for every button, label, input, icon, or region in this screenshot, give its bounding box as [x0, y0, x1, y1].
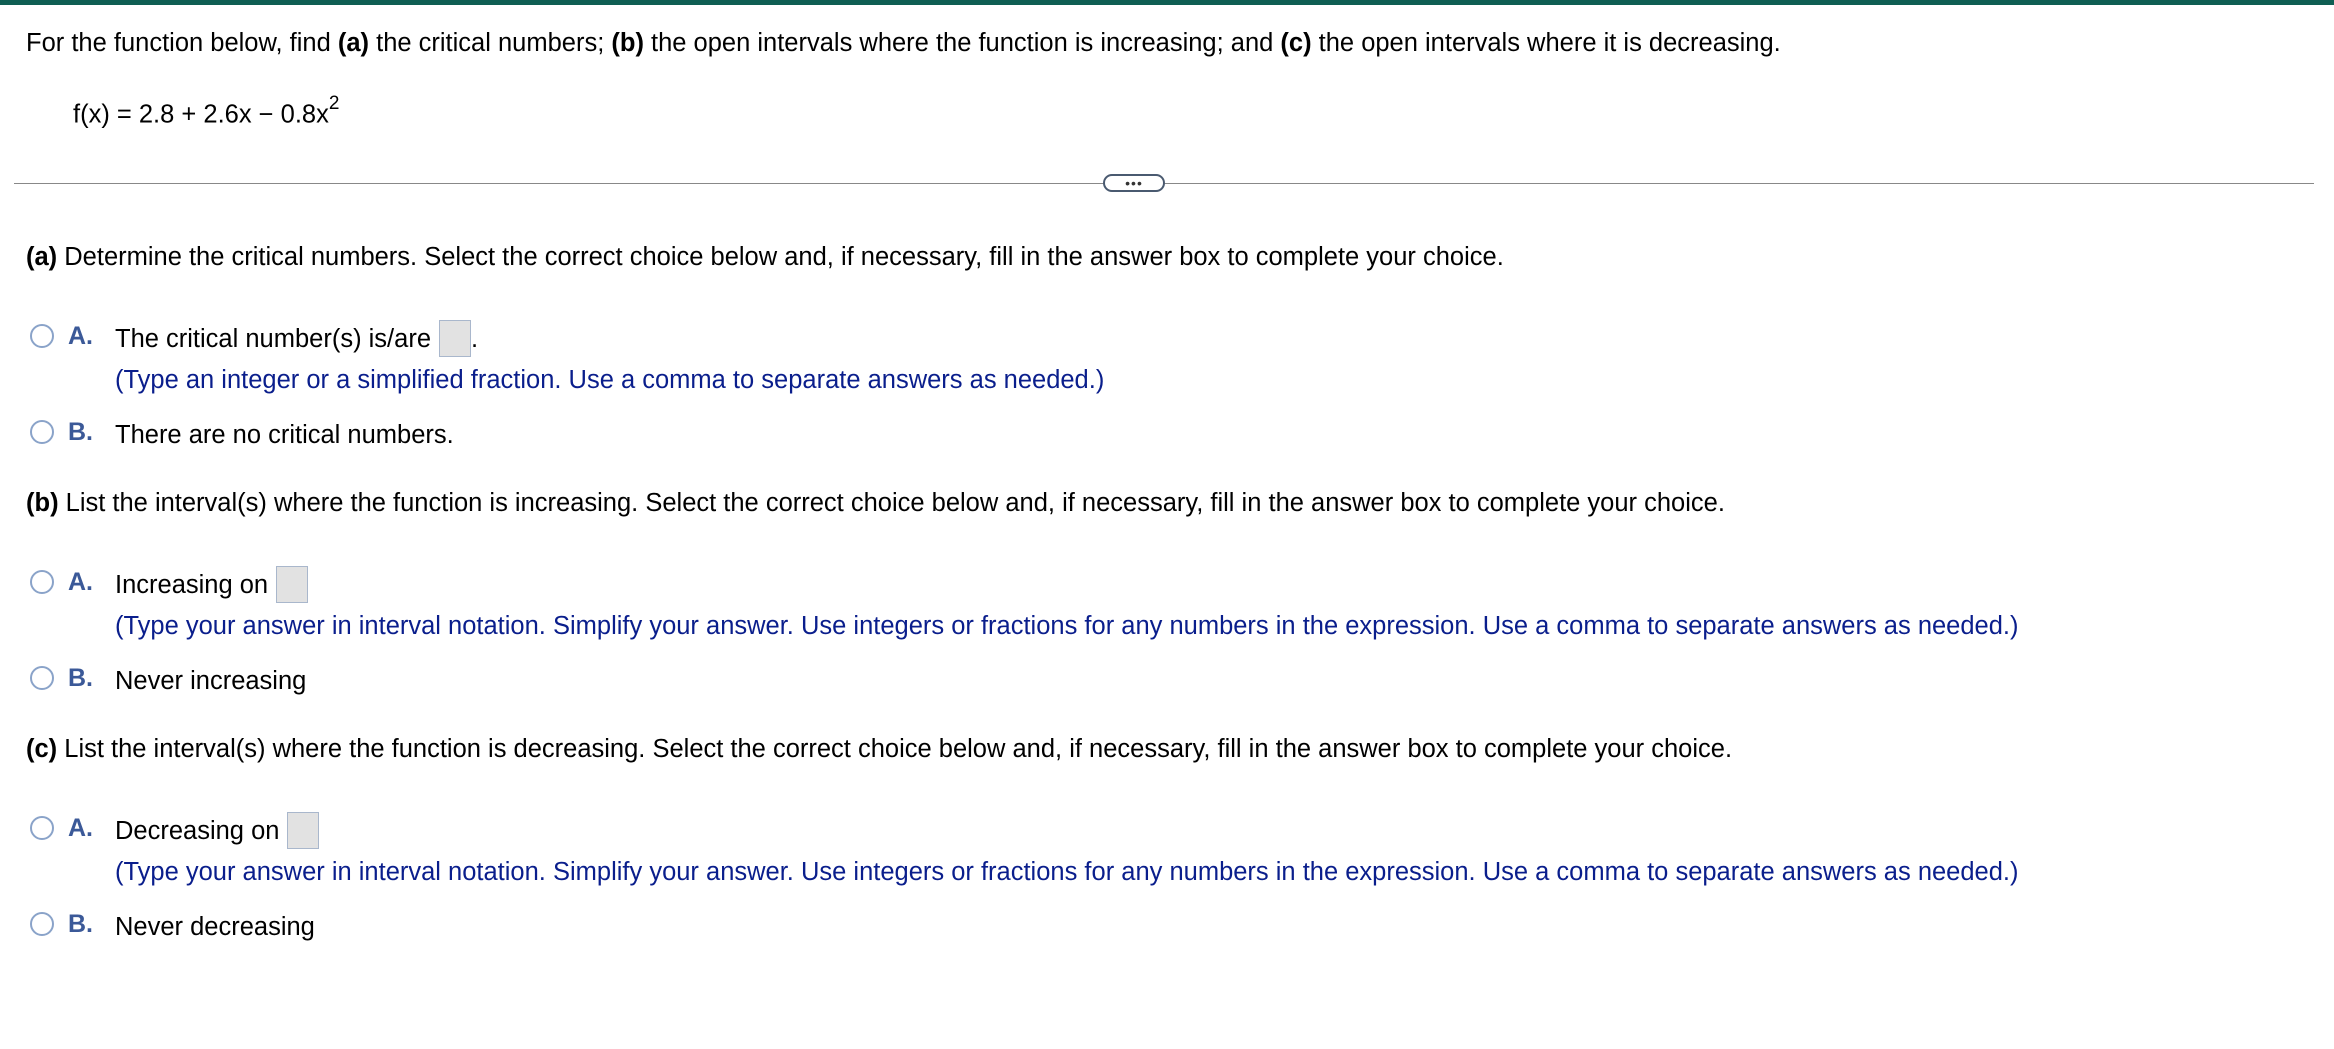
part-c-choice-a-radio[interactable] [30, 816, 54, 840]
part-b-question-text: List the interval(s) where the function is increasing. Select the correct choice below and, if necessary, fill in the answer box to complete your choice. [58, 489, 1725, 517]
part-b-label: (b) [26, 489, 59, 517]
top-accent-bar [0, 0, 2334, 5]
choice-label: Decreasing on [115, 817, 280, 846]
part-b-choice-b-radio[interactable] [30, 666, 54, 690]
function-expression [73, 90, 339, 133]
part-b-question [26, 486, 1725, 520]
part-a-question-text: Determine the critical numbers. Select the correct choice below and, if necessary, fill in the answer box to complete your choice. [57, 243, 1504, 271]
part-b-choice-a-text [115, 568, 308, 605]
part-a-answer-hint: (Type an integer or a simplified fraction. Use a comma to separate answers as needed.) [115, 366, 1105, 394]
function-base: f(x) = 2.8 + 2.6x − 0.8x [73, 100, 329, 129]
part-a-choice-b-text: There are no critical numbers. [115, 421, 454, 449]
prompt-part-a-label: (a) [337, 29, 370, 57]
part-b-answer-hint: (Type your answer in interval notation. Simplify your answer. Use integers or fractions for any numbers in the expression. Use a comma to separate answers as needed.) [115, 612, 2019, 640]
part-c-label: (c) [26, 735, 58, 763]
decreasing-interval-answer-box[interactable] [287, 812, 319, 849]
choice-letter: A. [68, 814, 93, 842]
problem-prompt [26, 26, 1781, 60]
ellipsis-icon: ••• [1125, 175, 1143, 191]
choice-suffix: . [471, 325, 479, 354]
choice-letter: B. [68, 418, 93, 446]
increasing-interval-answer-box[interactable] [276, 566, 308, 603]
part-c-question-text: List the interval(s) where the function is decreasing. Select the correct choice below and, if necessary, fill in the answer box to complete your choice. [57, 735, 1733, 763]
prompt-text: the critical numbers; [369, 29, 612, 57]
prompt-text: For the function below, find [26, 29, 338, 57]
choice-label: The critical number(s) is/are [115, 325, 431, 354]
choice-letter: B. [68, 664, 93, 692]
part-c-choice-a-text [115, 814, 319, 851]
part-c-choice-b-radio[interactable] [30, 912, 54, 936]
prompt-text: the open intervals where it is decreasing. [1311, 29, 1781, 57]
part-b-choice-b-text: Never increasing [115, 667, 307, 695]
choice-label: Increasing on [115, 571, 269, 600]
part-a-question [26, 240, 1504, 274]
choice-letter: B. [68, 910, 93, 938]
part-a-choice-a-text [115, 322, 478, 359]
part-c-choice-b-text: Never decreasing [115, 913, 315, 941]
part-b-choice-a-radio[interactable] [30, 570, 54, 594]
choice-letter: A. [68, 322, 93, 350]
part-a-label: (a) [26, 243, 58, 271]
part-a-choice-a-radio[interactable] [30, 324, 54, 348]
prompt-part-b-label: (b) [611, 29, 644, 57]
part-a-choice-b-radio[interactable] [30, 420, 54, 444]
part-c-question [26, 732, 1732, 766]
expand-ellipsis-button[interactable] [1103, 174, 1165, 192]
choice-letter: A. [68, 568, 93, 596]
critical-numbers-answer-box[interactable] [439, 320, 471, 357]
function-exponent: 2 [328, 93, 340, 114]
prompt-text: the open intervals where the function is increasing; and [643, 29, 1281, 57]
prompt-part-c-label: (c) [1280, 29, 1312, 57]
part-c-answer-hint: (Type your answer in interval notation. Simplify your answer. Use integers or fractions for any numbers in the expression. Use a comma to separate answers as needed.) [115, 858, 2019, 886]
